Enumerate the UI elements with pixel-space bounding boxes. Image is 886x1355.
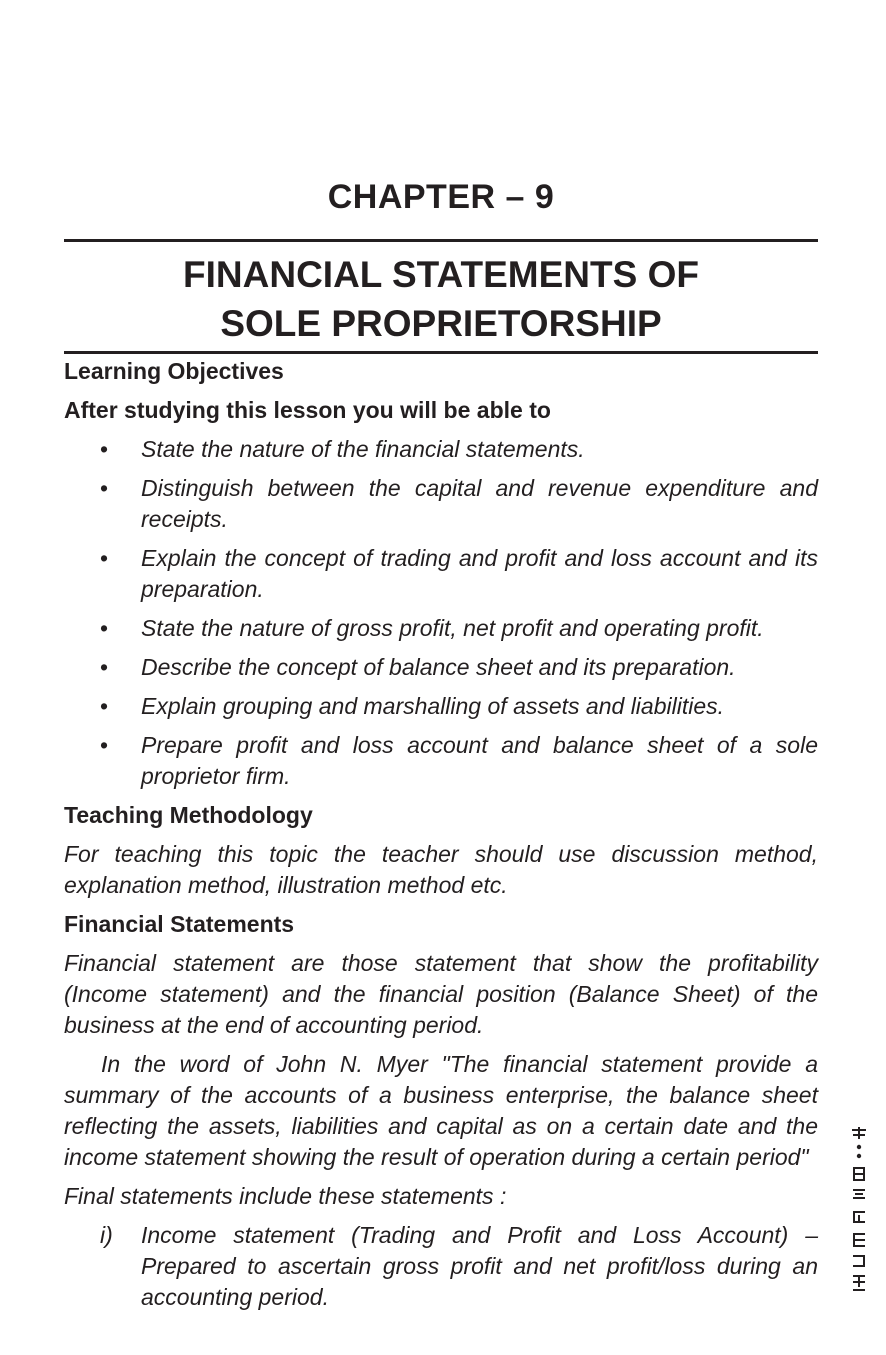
- objective-text: Prepare profit and loss account and balance sheet of a sole proprietor firm.: [141, 732, 818, 789]
- bullet-icon: •: [100, 654, 109, 680]
- bullet-icon: •: [100, 615, 109, 641]
- bullet-icon: •: [100, 475, 109, 501]
- bullet-icon: •: [100, 693, 109, 719]
- objective-text: Explain the concept of trading and profit and loss account and its preparation.: [141, 545, 818, 602]
- learning-objectives-intro: After studying this lesson you will be able to: [64, 397, 551, 423]
- bullet-icon: •: [100, 545, 109, 571]
- financial-statements-para3: Final statements include these statements :: [64, 1183, 507, 1209]
- list-item: [64, 691, 818, 722]
- list-item: [64, 1220, 818, 1313]
- objective-text: Explain grouping and marshalling of assets and liabilities.: [141, 693, 725, 719]
- side-stamp-icon: [846, 1125, 872, 1295]
- list-item-number: i): [100, 1222, 113, 1248]
- teaching-methodology-heading: Teaching Methodology: [64, 802, 313, 828]
- objective-text: Distinguish between the capital and revenue expenditure and receipts.: [141, 475, 818, 532]
- content: [64, 356, 818, 1313]
- bullet-icon: •: [100, 436, 109, 462]
- list-item: [64, 730, 818, 792]
- chapter-title: [64, 250, 818, 348]
- financial-statements-para1: Financial statement are those statement that show the profitability (Income statement) and the financial position (Balance Sheet) of the business at the end of accounting period.: [64, 950, 818, 1038]
- title-bottom-rule: [64, 351, 818, 354]
- list-item: [64, 473, 818, 535]
- financial-statements-heading: Financial Statements: [64, 911, 295, 937]
- objective-text: State the nature of the financial statements.: [141, 436, 585, 462]
- learning-objectives-heading: Learning Objectives: [64, 358, 284, 384]
- chapter-title-line2: SOLE PROPRIETORSHIP: [220, 303, 662, 344]
- financial-statements-para2: In the word of John N. Myer "The financial statement provide a summary of the accounts of a business enterprise, the balance sheet reflecting the assets, liabilities and capital as on a certain date and the income statement showing the result of operation during a certain period": [64, 1051, 818, 1170]
- chapter-label: CHAPTER – 9: [327, 178, 555, 216]
- list-item: [64, 613, 818, 644]
- list-item: [64, 543, 818, 605]
- title-top-rule: [64, 239, 818, 242]
- objectives-list: [64, 434, 818, 792]
- objective-text: State the nature of gross profit, net profit and operating profit.: [141, 615, 764, 641]
- chapter-title-line1: FINANCIAL STATEMENTS OF: [183, 254, 699, 295]
- list-item-text: Income statement (Trading and Profit and Loss Account) – Prepared to ascertain gross profit and net profit/loss during an accounting period.: [141, 1222, 818, 1310]
- objective-text: Describe the concept of balance sheet and its preparation.: [141, 654, 736, 680]
- list-item: [64, 652, 818, 683]
- list-item: [64, 434, 818, 465]
- teaching-methodology-text: For teaching this topic the teacher should use discussion method, explanation method, illustration method etc.: [64, 841, 818, 898]
- bullet-icon: •: [100, 732, 109, 758]
